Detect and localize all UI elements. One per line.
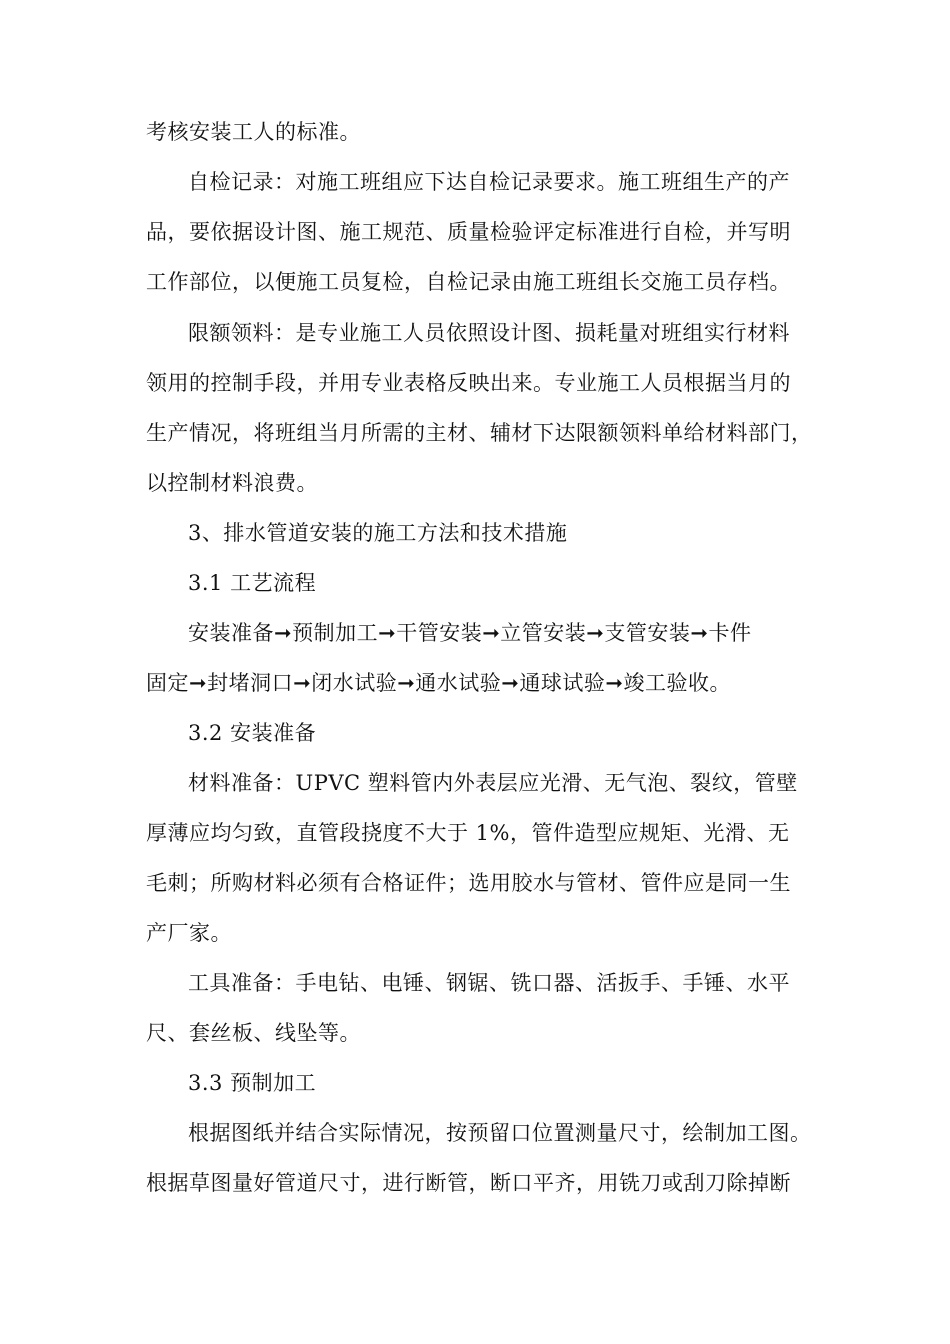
paragraph-line: 生产情况，将班组当月所需的主材、辅材下达限额领料单给材料部门， xyxy=(146,421,813,445)
process-flow-line: 固定➞封堵洞口➞闭水试验➞通水试验➞通球试验➞竣工验收。 xyxy=(146,671,731,695)
paragraph-line: 厚薄应均匀致，直管段挠度不大于 1%，管件造型应规矩、光滑、无 xyxy=(146,821,790,845)
subsection-heading: 3.3 预制加工 xyxy=(188,1071,317,1095)
paragraph-line: 材料准备：UPVC 塑料管内外表层应光滑、无气泡、裂纹，管壁 xyxy=(188,771,798,795)
paragraph-line: 尺、套丝板、线坠等。 xyxy=(146,1021,361,1045)
paragraph-line: 考核安装工人的标准。 xyxy=(146,120,361,144)
subsection-heading: 3.1 工艺流程 xyxy=(188,571,317,595)
subsection-heading: 3.2 安装准备 xyxy=(188,721,317,745)
paragraph-line: 产厂家。 xyxy=(146,921,232,945)
paragraph-line: 根据图纸并结合实际情况，按预留口位置测量尺寸，绘制加工图。 xyxy=(188,1121,812,1145)
paragraph-line: 毛刺；所购材料必须有合格证件；选用胶水与管材、管件应是同一生 xyxy=(146,871,791,895)
paragraph-line: 根据草图量好管道尺寸，进行断管，断口平齐，用铣刀或刮刀除掉断 xyxy=(146,1171,791,1195)
process-flow-line: 安装准备➞预制加工➞干管安装➞立管安装➞支管安装➞卡件 xyxy=(188,621,752,645)
paragraph-line: 自检记录：对施工班组应下达自检记录要求。施工班组生产的产 xyxy=(188,170,790,194)
paragraph-line: 以控制材料浪费。 xyxy=(146,471,318,495)
paragraph-line: 工作部位，以便施工员复检，自检记录由施工班组长交施工员存档。 xyxy=(146,270,791,294)
paragraph-line: 领用的控制手段，并用专业表格反映出来。专业施工人员根据当月的 xyxy=(146,371,791,395)
paragraph-line: 限额领料：是专业施工人员依照设计图、损耗量对班组实行材料 xyxy=(188,321,790,345)
paragraph-line: 工具准备：手电钻、电锤、钢锯、铣口器、活扳手、手锤、水平 xyxy=(188,971,790,995)
section-heading: 3、排水管道安装的施工方法和技术措施 xyxy=(188,521,568,545)
paragraph-line: 品，要依据设计图、施工规范、质量检验评定标准进行自检，并写明 xyxy=(146,220,791,244)
